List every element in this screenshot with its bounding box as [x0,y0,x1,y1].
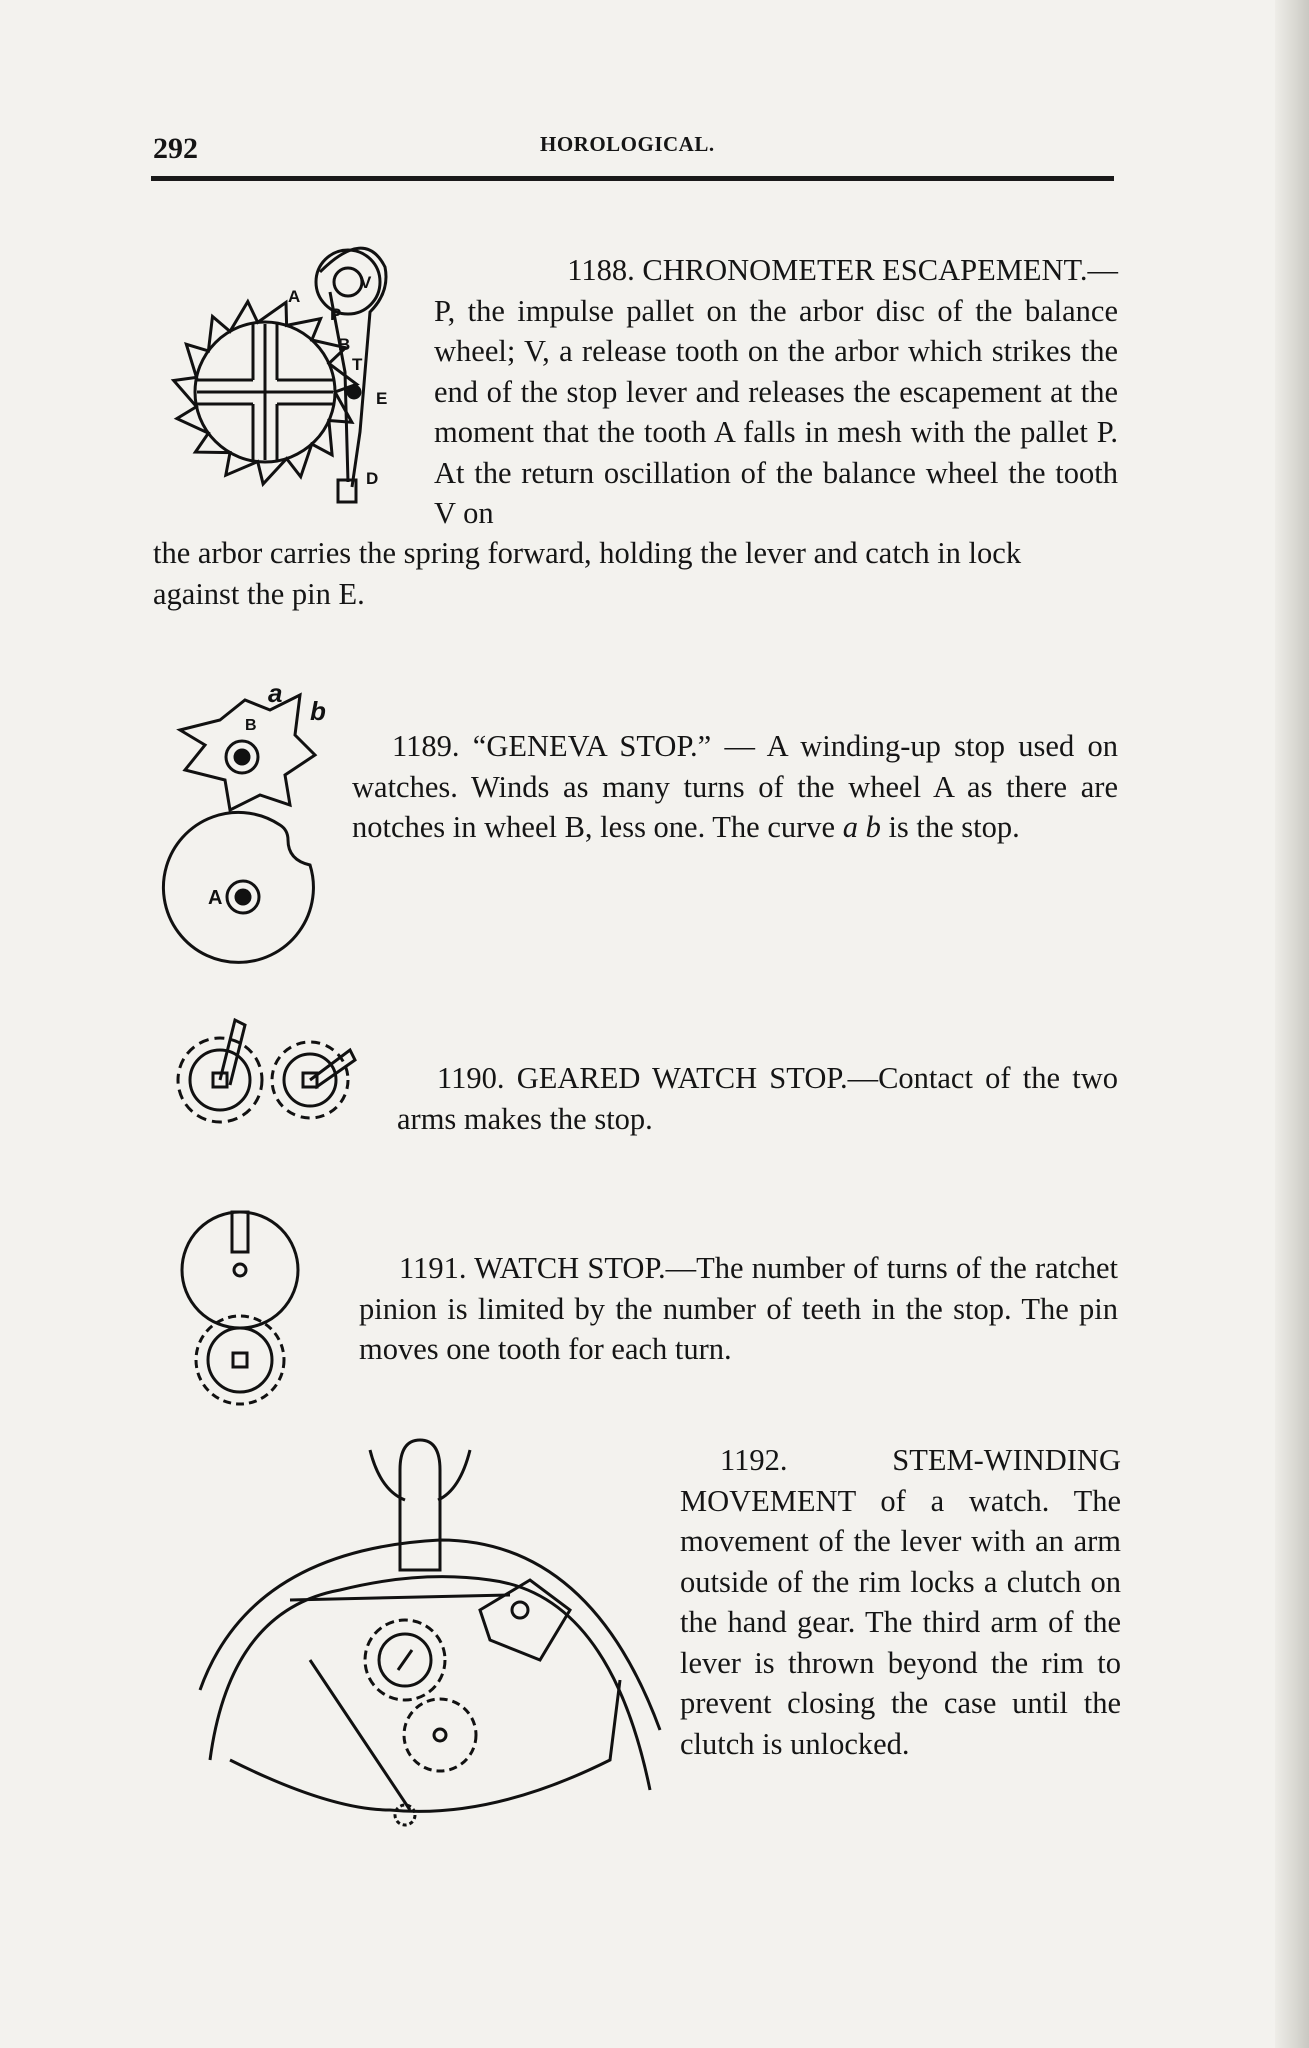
fig1189-label-b: b [310,696,326,726]
fig1188-label-T: T [352,355,363,374]
entry-1191-text: 1191. WATCH STOP.—The number of turns of the ratchet pinion is limited by the number of teeth in the stop. The pin moves one tooth for each turn. [359,1251,1118,1366]
fig1188-label-D: D [366,469,379,488]
fig1188-label-B: B [338,335,351,354]
page-number: 292 [153,132,198,165]
figure-geneared-watch-stop [160,990,360,1150]
entry-1192-heading-word: STEM-WINDING [892,1443,1121,1477]
entry-1189-text-before: 1189. “GENEVA STOP.” — A winding-up stop used on watches. Winds as many turns of the wheel A as there are notches in wheel B, less one. The curve [352,729,1118,844]
entry-1192-heading-num: 1192. [720,1443,788,1477]
fig1188-label-P: P [330,305,342,324]
header-rule [151,176,1114,181]
entry-1189-text-italic: a b [842,810,881,844]
entry-1192-text [680,1440,1121,1764]
entry-1188-continuation: the arbor carries the spring forward, holding the lever and catch in lock against the pin E. [153,536,1022,611]
fig1189-label-A: A [208,887,223,909]
page-edge-shadow [1275,0,1309,2048]
fig1188-label-A: A [288,287,301,306]
entry-1188-text [434,250,1118,534]
fig1188-label-V: V [360,273,372,292]
running-title: HOROLOGICAL. [540,132,715,156]
fig1189-label-a: a [268,680,283,708]
entry-1192-body: MOVEMENT of a watch. The movement of the lever with an arm outside of the rim locks a clutch on the hand gear. The third arm of the lever is thrown beyond the rim to prevent closing the case until the clutch is unlocked. [680,1483,1121,1761]
figure-chronometer-escapement [170,232,420,512]
entry-1188-heading: 1188. CHRONOMETER ESCAPEMENT.— [567,253,1118,287]
fig1188-label-E: E [376,389,388,408]
entry-1189-text [352,726,1118,848]
figure-stem-winding-movement [190,1430,670,1830]
fig1189-label-B: B [245,717,257,734]
figure-geneva-stop [160,680,350,1000]
entry-1189-text-after: is the stop. [880,810,1020,844]
figure-watch-stop [170,1200,330,1410]
entry-1188-body: P, the impulse pallet on the arbor disc of the balance wheel; V, a release tooth on the arbor which strikes the end of the stop lever and releases the escapement at the moment that the tooth A falls in mesh with the pallet P. At the return oscillation of the balance wheel the tooth V on [434,293,1118,530]
entry-1190-text: 1190. GEARED WATCH STOP.—Contact of the two arms makes the stop. [397,1061,1118,1136]
